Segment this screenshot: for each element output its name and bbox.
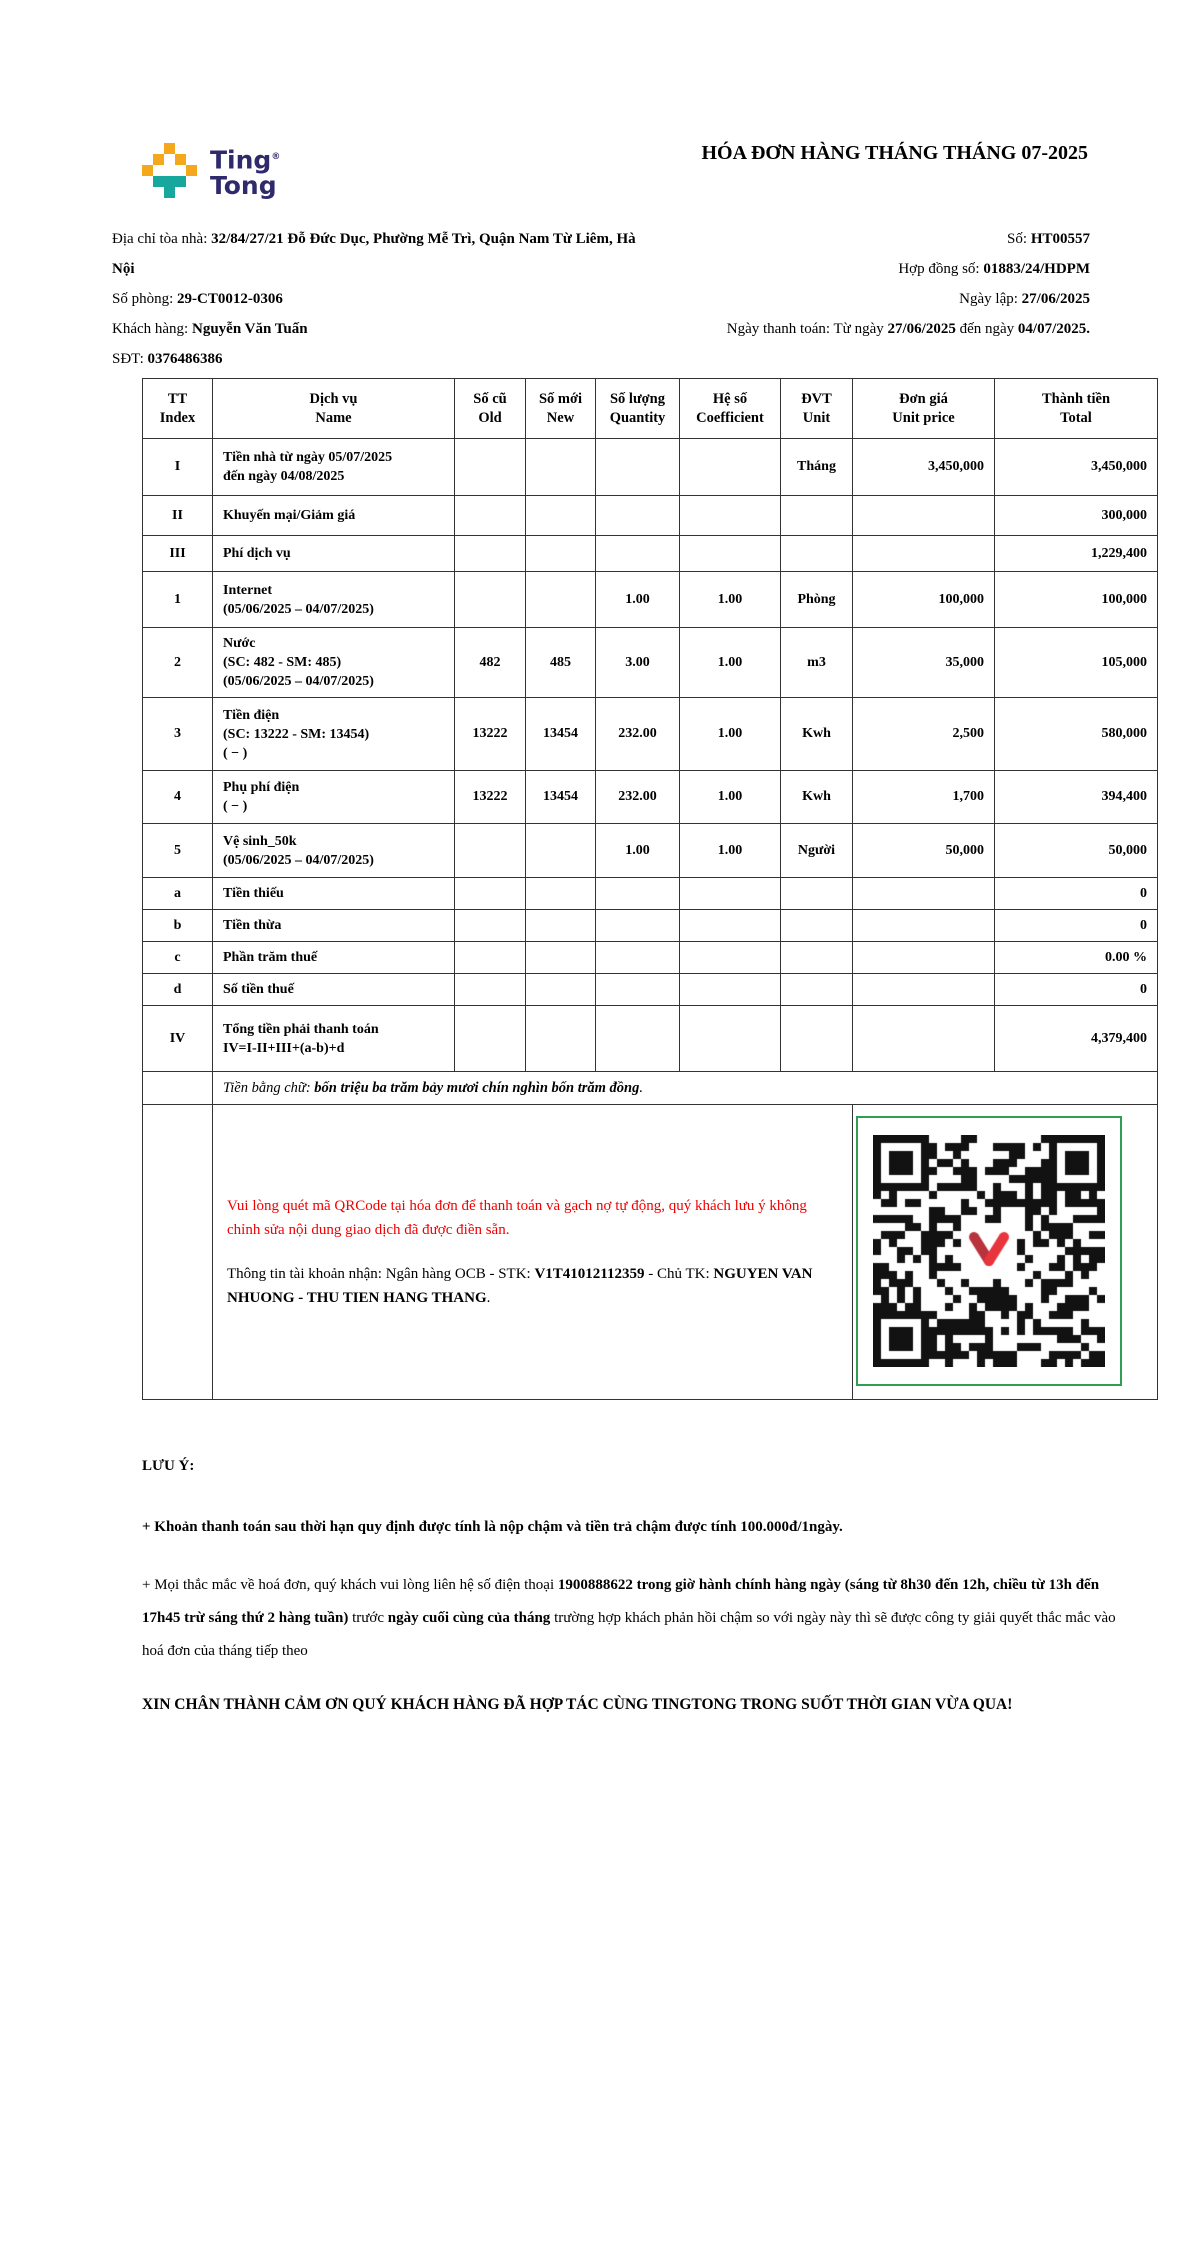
amount-words-suffix: .: [639, 1079, 643, 1096]
cell-total: 580,000: [995, 698, 1158, 771]
cell-total: 4,379,400: [995, 1006, 1158, 1072]
cell-index: 5: [143, 824, 213, 878]
room-number: [112, 284, 657, 314]
bank-account-info: [227, 1262, 834, 1310]
cell-qty: [596, 878, 680, 910]
cell-unit: Tháng: [781, 439, 853, 496]
text-segment: - Chủ TK:: [644, 1266, 714, 1282]
cell-total: 3,450,000: [995, 439, 1158, 496]
cell-old: 13222: [455, 771, 526, 824]
invoice-info: [112, 224, 1090, 374]
customer-phone: [112, 344, 657, 374]
cell-total: 105,000: [995, 628, 1158, 698]
cell-new: [526, 536, 596, 572]
qr-code: [856, 1116, 1122, 1386]
cell-qty: [596, 536, 680, 572]
cell-qty: [596, 974, 680, 1006]
table-row: [143, 974, 1158, 1006]
cell-unit: [781, 878, 853, 910]
text-segment: trường hợp khách phản hồi chậm so với ngày này thì sẽ được công ty giải quyết thắc mắc vào hoá đơn của tháng tiếp theo: [142, 1610, 1116, 1659]
col-header-3: Số mới New: [526, 379, 596, 439]
cell-old: [455, 536, 526, 572]
cell-total: 100,000: [995, 572, 1158, 628]
cell-coeff: [680, 439, 781, 496]
cell-total: 50,000: [995, 824, 1158, 878]
cell-name: Tiền nhà từ ngày 05/07/2025 đến ngày 04/08/2025: [213, 439, 455, 496]
cell-coeff: [680, 536, 781, 572]
empty-cell: [143, 1105, 213, 1400]
amount-in-words: [213, 1072, 1158, 1105]
cell-old: [455, 910, 526, 942]
text-segment: SĐT:: [112, 351, 148, 367]
col-header-8: Thành tiền Total: [995, 379, 1158, 439]
cell-price: 50,000: [853, 824, 995, 878]
cell-old: [455, 572, 526, 628]
cell-unit: [781, 496, 853, 536]
qr-row: [143, 1105, 1158, 1400]
notes-heading: LƯU Ý:: [142, 1458, 195, 1474]
cell-price: [853, 878, 995, 910]
text-segment: 0376486386: [147, 351, 223, 367]
text-segment: Khách hàng:: [112, 321, 192, 337]
cell-new: [526, 572, 596, 628]
cell-price: 35,000: [853, 628, 995, 698]
text-segment: V1T41012112359: [534, 1266, 645, 1282]
table-row: [143, 878, 1158, 910]
table-row: [143, 496, 1158, 536]
cell-unit: [781, 1006, 853, 1072]
cell-index: I: [143, 439, 213, 496]
cell-new: 13454: [526, 771, 596, 824]
cell-unit: Phòng: [781, 572, 853, 628]
empty-cell: [143, 1072, 213, 1105]
cell-unit: [781, 910, 853, 942]
cell-price: 1,700: [853, 771, 995, 824]
cell-unit: m3: [781, 628, 853, 698]
cell-price: 100,000: [853, 572, 995, 628]
cell-price: [853, 1006, 995, 1072]
cell-price: [853, 910, 995, 942]
text-segment: Hợp đồng số:: [898, 261, 984, 277]
text-segment: .: [486, 1290, 491, 1306]
table-row: [143, 771, 1158, 824]
table-row: [143, 536, 1158, 572]
cell-index: II: [143, 496, 213, 536]
cell-unit: [781, 974, 853, 1006]
cell-index: 2: [143, 628, 213, 698]
text-segment: 1900888622 trong giờ hành chính hàng ngày (sáng từ 8h30 đến 12h, chiều từ 13h đến 17h45 trừ sáng thứ 2 hàng tuần): [142, 1577, 1100, 1626]
invoice-number: [657, 224, 1090, 254]
cell-new: [526, 439, 596, 496]
col-header-2: Số cũ Old: [455, 379, 526, 439]
cell-unit: [781, 536, 853, 572]
table-body: [143, 439, 1158, 1072]
cell-name: Phí dịch vụ: [213, 536, 455, 572]
cell-price: 2,500: [853, 698, 995, 771]
cell-coeff: [680, 878, 781, 910]
col-header-1: Dịch vụ Name: [213, 379, 455, 439]
cell-qty: 3.00: [596, 628, 680, 698]
cell-coeff: 1.00: [680, 572, 781, 628]
cell-coeff: [680, 942, 781, 974]
cell-old: 482: [455, 628, 526, 698]
cell-total: 394,400: [995, 771, 1158, 824]
cell-total: 0.00 %: [995, 942, 1158, 974]
qr-code-image: [873, 1135, 1105, 1367]
tingtong-logo-icon: [142, 143, 197, 199]
payment-instructions: [213, 1105, 853, 1400]
cell-total: 0: [995, 974, 1158, 1006]
cell-coeff: [680, 974, 781, 1006]
text-segment: Thông tin tài khoản nhận: Ngân hàng OCB - STK:: [227, 1266, 535, 1282]
text-segment: Ngày thanh toán: Từ ngày: [726, 321, 888, 337]
text-segment: Số phòng:: [112, 291, 178, 307]
cell-name: Internet (05/06/2025 – 04/07/2025): [213, 572, 455, 628]
text-segment: 29-CT0012-0306: [177, 291, 283, 307]
cell-name: Phần trăm thuế: [213, 942, 455, 974]
cell-new: [526, 878, 596, 910]
customer-name: [112, 314, 657, 344]
building-address: [112, 224, 657, 284]
table-header: [143, 379, 1158, 439]
text-segment: + Mọi thắc mắc về hoá đơn, quý khách vui lòng liên hệ số điện thoại: [142, 1577, 558, 1593]
table-row: [143, 824, 1158, 878]
cell-old: [455, 1006, 526, 1072]
cell-qty: [596, 496, 680, 536]
cell-old: [455, 974, 526, 1006]
late-payment-note: + Khoản thanh toán sau thời hạn quy định được tính là nộp chậm và tiền trả chậm được tính 100.000đ/1ngày.: [142, 1519, 843, 1535]
text-segment: ngày cuối cùng của tháng: [387, 1610, 551, 1626]
cell-price: 3,450,000: [853, 439, 995, 496]
col-header-4: Số lượng Quantity: [596, 379, 680, 439]
cell-unit: Kwh: [781, 698, 853, 771]
text-segment: Nguyễn Văn Tuấn: [191, 321, 308, 337]
text-segment: 01883/24/HDPM: [983, 261, 1090, 277]
text-segment: Số:: [1007, 231, 1031, 247]
cell-name: Vệ sinh_50k (05/06/2025 – 04/07/2025): [213, 824, 455, 878]
hotline-note: [142, 1569, 1120, 1668]
cell-old: 13222: [455, 698, 526, 771]
cell-qty: [596, 439, 680, 496]
invoice-meta: [657, 224, 1090, 374]
cell-index: d: [143, 974, 213, 1006]
cell-old: [455, 942, 526, 974]
cell-name: Tổng tiền phải thanh toán IV=I-II+III+(a-b)+d: [213, 1006, 455, 1072]
registered-mark: ®: [271, 152, 281, 162]
col-header-7: Đơn giá Unit price: [853, 379, 995, 439]
cell-coeff: [680, 910, 781, 942]
cell-index: 1: [143, 572, 213, 628]
text-segment: 27/06/2025: [1021, 291, 1090, 307]
cell-new: [526, 824, 596, 878]
amount-words-label: Tiền bằng chữ:: [223, 1079, 315, 1096]
issue-date: [657, 284, 1090, 314]
cell-old: [455, 878, 526, 910]
cell-qty: 1.00: [596, 824, 680, 878]
qr-code-cell: [853, 1105, 1158, 1400]
cell-qty: 232.00: [596, 771, 680, 824]
brand-line2: Tong: [210, 171, 277, 201]
col-header-5: Hệ số Coefficient: [680, 379, 781, 439]
cell-name: Khuyến mại/Giảm giá: [213, 496, 455, 536]
cell-coeff: [680, 1006, 781, 1072]
cell-coeff: [680, 496, 781, 536]
cell-index: b: [143, 910, 213, 942]
cell-coeff: 1.00: [680, 771, 781, 824]
text-segment: trước: [348, 1610, 388, 1626]
cell-new: [526, 974, 596, 1006]
text-segment: 04/07/2025.: [1017, 321, 1090, 337]
cell-name: Phụ phí điện ( − ): [213, 771, 455, 824]
text-segment: NGUYEN VAN NHUONG - THU TIEN HANG THANG: [227, 1266, 813, 1306]
cell-total: 300,000: [995, 496, 1158, 536]
cell-name: Nước (SC: 482 - SM: 485) (05/06/2025 – 04/07/2025): [213, 628, 455, 698]
cell-qty: [596, 910, 680, 942]
cell-total: 1,229,400: [995, 536, 1158, 572]
contract-number: [657, 254, 1090, 284]
cell-old: [455, 496, 526, 536]
cell-new: [526, 1006, 596, 1072]
cell-new: 13454: [526, 698, 596, 771]
cell-total: 0: [995, 878, 1158, 910]
cell-index: c: [143, 942, 213, 974]
footer-notes: [142, 1458, 1120, 1721]
col-header-6: ĐVT Unit: [781, 379, 853, 439]
table-row: [143, 439, 1158, 496]
cell-total: 0: [995, 910, 1158, 942]
cell-index: 3: [143, 698, 213, 771]
brand-line1: Ting: [210, 145, 272, 175]
tingtong-logo-text: [210, 144, 280, 199]
table-row: [143, 628, 1158, 698]
tingtong-logo: [142, 143, 280, 199]
text-segment: 27/06/2025: [887, 321, 956, 337]
amount-in-words-row: [143, 1072, 1158, 1105]
table-footer: [143, 1072, 1158, 1400]
cell-index: IV: [143, 1006, 213, 1072]
cell-coeff: 1.00: [680, 698, 781, 771]
cell-coeff: 1.00: [680, 824, 781, 878]
invoice-table: [142, 378, 1158, 1400]
cell-new: 485: [526, 628, 596, 698]
cell-price: [853, 496, 995, 536]
thank-you-note: XIN CHÂN THÀNH CẢM ƠN QUÝ KHÁCH HÀNG ĐÃ HỢP TÁC CÙNG TINGTONG TRONG SUỐT THỜI GIAN VỪA QUA!: [142, 1696, 1013, 1713]
cell-index: III: [143, 536, 213, 572]
cell-new: [526, 496, 596, 536]
cell-qty: [596, 942, 680, 974]
cell-qty: 1.00: [596, 572, 680, 628]
cell-index: 4: [143, 771, 213, 824]
text-segment: 32/84/27/21 Đỗ Đức Dục, Phường Mễ Trì, Quận Nam Từ Liêm, Hà Nội: [112, 231, 636, 277]
cell-unit: [781, 942, 853, 974]
cell-price: [853, 974, 995, 1006]
col-header-0: TT Index: [143, 379, 213, 439]
cell-name: Tiền thừa: [213, 910, 455, 942]
cell-old: [455, 824, 526, 878]
cell-price: [853, 536, 995, 572]
cell-unit: Kwh: [781, 771, 853, 824]
text-segment: Địa chỉ tòa nhà:: [112, 231, 212, 247]
text-segment: đến ngày: [955, 321, 1018, 337]
table-row: [143, 1006, 1158, 1072]
cell-qty: [596, 1006, 680, 1072]
payment-period: [657, 314, 1090, 344]
cell-name: Số tiền thuế: [213, 974, 455, 1006]
text-segment: Ngày lập:: [959, 291, 1022, 307]
qr-instruction: Vui lòng quét mã QRCode tại hóa đơn để thanh toán và gạch nợ tự động, quý khách lưu ý không chỉnh sửa nội dung giao dịch đã được điền sẵn.: [227, 1198, 807, 1238]
table-row: [143, 698, 1158, 771]
cell-price: [853, 942, 995, 974]
cell-qty: 232.00: [596, 698, 680, 771]
invoice-title: HÓA ĐƠN HÀNG THÁNG THÁNG 07-2025: [701, 142, 1088, 164]
table-row: [143, 910, 1158, 942]
cell-coeff: 1.00: [680, 628, 781, 698]
amount-words-value: bốn triệu ba trăm bảy mươi chín nghìn bốn trăm đồng: [314, 1079, 640, 1096]
cell-old: [455, 439, 526, 496]
cell-name: Tiền thiếu: [213, 878, 455, 910]
cell-index: a: [143, 878, 213, 910]
customer-info: [112, 224, 657, 374]
text-segment: HT00557: [1030, 231, 1090, 247]
header-row: [143, 379, 1158, 439]
cell-unit: Người: [781, 824, 853, 878]
cell-name: Tiền điện (SC: 13222 - SM: 13454) ( − ): [213, 698, 455, 771]
cell-new: [526, 910, 596, 942]
table-row: [143, 572, 1158, 628]
table-row: [143, 942, 1158, 974]
cell-new: [526, 942, 596, 974]
